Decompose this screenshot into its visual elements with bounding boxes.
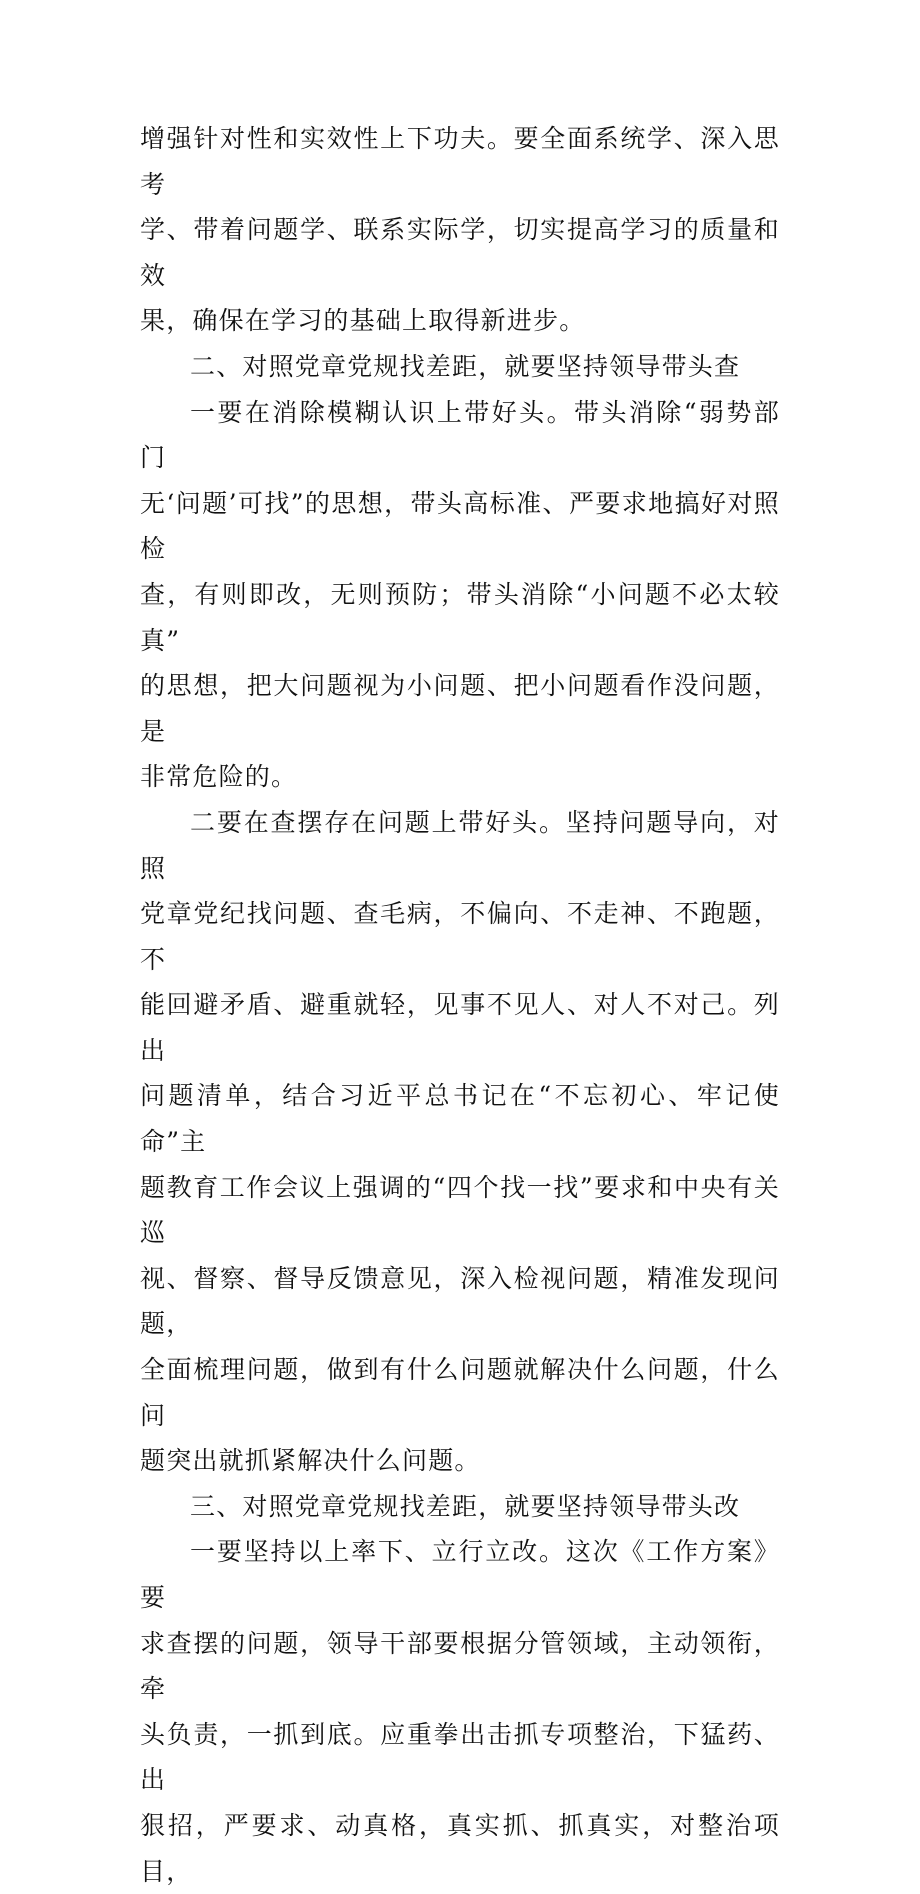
section-heading-2: 二、对照党章党规找差距，就要坚持领导带头查 (190, 351, 741, 381)
paragraph-continuation: 增强针对性和实效性上下功夫。要全面系统学、深入思考 学、带着问题学、联系实际学，切实提高学习的质量和效 果，确保在学习的基础上取得新进步。 (140, 124, 780, 336)
paragraph-identify-problems: 二要在查摆存在问题上带好头。坚持问题导向，对照 党章党纪找问题、查毛病，不偏向、不走神、不跑题，不 能回避矛盾、避重就轻，见事不见人、对人不对己。列出 问题清单，结合习近平总书记在“不忘初心、牢记使命”主 题教育工作会议上强调的“四个找一找”要求和中央有关巡 视、督察、督导反馈意见，深入检视问题，精准发现问题， 全面梳理问题，做到有什么问题就解决什么问题，什么问 题突出就抓紧解决什么问题。 (140, 807, 780, 1476)
section-heading-3: 三、对照党章党规找差距，就要坚持领导带头改 (190, 1491, 741, 1521)
paragraph-lead-by-example: 一要坚持以上率下、立行立改。这次《工作方案》要 求查摆的问题，领导干部要根据分管领域，主动领衔，牵 头负责，一抓到底。应重拳出击抓专项整治，下猛药、出 狠招，严要求、动真格，真实抓、抓真实，对整治项目， (140, 1537, 780, 1886)
document-body (140, 116, 780, 1894)
paragraph-clear-misconceptions: 一要在消除模糊认识上带好头。带头消除“弱势部门 无‘问题’可找”的思想，带头高标准、严要求地搞好对照检 查，有则即改，无则预防；带头消除“小问题不必太较真” 的思想，把大问题视为小问题、把小问题看作没问题，是 非常危险的。 (140, 397, 780, 792)
